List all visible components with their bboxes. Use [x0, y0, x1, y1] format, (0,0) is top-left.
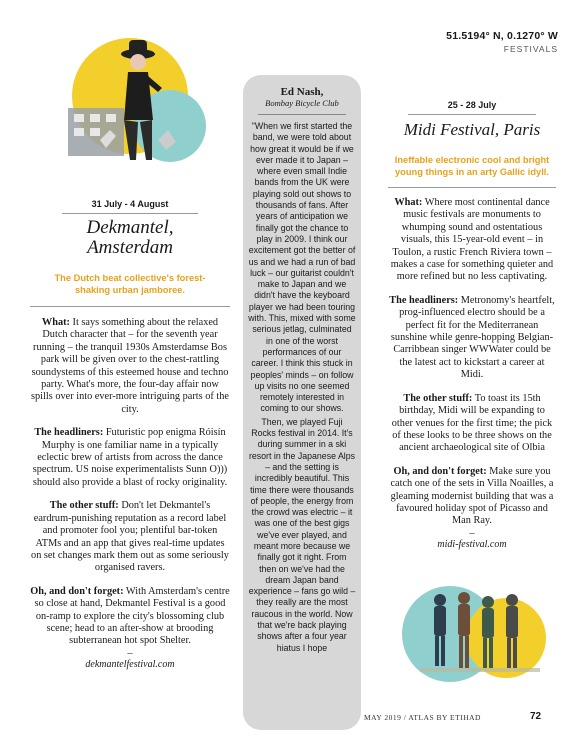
- left-headliners-label: The headliners:: [34, 427, 104, 439]
- right-dont-forget-paragraph: [388, 466, 556, 528]
- left-festival-body: [30, 317, 230, 659]
- left-dont-forget-text: With Amsterdam's centre so close at hand, Dekmantel Festival is a good on-ramp to explore the city's blossoming club scene; head to an after-show at brooding subterranean hot spot Shelter.: [34, 585, 230, 647]
- left-dash: –: [127, 647, 133, 659]
- right-dash: –: [469, 527, 475, 539]
- right-dont-forget-text: Make sure you catch one of the sets in Villa Noailles, a gleaming modernist building that was a favoured holiday spot of Picasso and Man Ray.: [390, 465, 554, 527]
- right-dates-divider: [408, 114, 536, 115]
- left-tagline-divider: [30, 306, 230, 307]
- left-festival-dates: 31 July - 4 August: [91, 199, 169, 209]
- right-tagline-divider: [388, 187, 556, 188]
- left-festival-title-line1: Dekmantel,: [86, 217, 174, 238]
- right-festival-dates: 25 - 28 July: [447, 100, 497, 110]
- performer-photo: [58, 30, 218, 170]
- sidebar-quote: [248, 121, 356, 654]
- left-other-text: Don't let Dekmantel's eardrum-punishing reputation as a record label and promoter fool you; plentiful bar-token ATMs and an app that gives real-time updates on set changes mark them out as some seriously organised ravers.: [31, 500, 229, 574]
- right-other-text: To toast its 15th birthday, Midi will be expanding to other venues for the first time; the pick of these looks to be three shows on the ancient archaeological site of Olbia: [391, 392, 553, 454]
- sidebar-divider: [258, 114, 346, 115]
- right-other-paragraph: [388, 393, 556, 455]
- left-festival-link[interactable]: dekmantelfestival.com: [85, 658, 175, 670]
- left-festival-title-line2: Amsterdam: [87, 237, 173, 258]
- right-what-label: What:: [394, 197, 423, 208]
- left-festival-tagline: The Dutch beat collective's forest-shaking urban jamboree.: [54, 273, 206, 295]
- sidebar-quote-para2: Then, we played Fuji Rocks festival in 2014. It's during summer in a ski resort in the Japanese Alps – and the setting is incredibly beautiful. This time there were thousands of people, the energy from the crowd was electric – it was one of the best gigs we've ever played, and meant more because we finally got it right. From then on we've had the dream Japan band experience – fans go wild – they really are the most raucous in the world. Now that we're back playing shows after a four year hiatus I hope: [248, 416, 356, 653]
- page-number: 72: [530, 711, 542, 722]
- right-festival-body: [388, 197, 556, 539]
- left-headliners-text: Futuristic pop enigma Róisín Murphy is one familiar name in a typically eclectic brew of artists from across the dance spectrum. US noise experimentalists Sunn O))) should also provide a blast of rocky originality.: [32, 427, 228, 488]
- left-what-paragraph: [30, 317, 230, 416]
- right-festival-link[interactable]: midi-festival.com: [437, 538, 507, 550]
- festival-goers-photo: [400, 576, 550, 688]
- left-dates-divider: [62, 213, 198, 214]
- right-festival-tagline: Ineffable electronic cool and bright young things in an arty Gallic idyll.: [394, 155, 550, 177]
- right-other-label: The other stuff:: [403, 392, 473, 404]
- left-dont-forget-paragraph: [30, 586, 230, 648]
- left-other-label: The other stuff:: [49, 500, 119, 512]
- right-what-paragraph: [388, 197, 556, 284]
- left-headliners-paragraph: [30, 427, 230, 489]
- footer-credit: MAY 2019 / ATLAS BY ETIHAD: [364, 713, 481, 722]
- right-headliners-label: The headliners:: [389, 294, 459, 306]
- right-dont-forget-label: Oh, and don't forget:: [393, 465, 487, 477]
- sidebar-quote-para1: "When we first started the band, we were told about how great it would be if we ever made it to Japan – where even small Indie bands from the UK were playing sold out shows to thousands of fans. After years of anticipation we finally got the chance to play in 2009. I think our excitement got the better of us and we had a run of bad luck – our guitarist couldn't make to Japan and we didn't have the keyboard player we had been touring with. This, mixed with some serious jetlag, culminated in one of the worst performances of our career. I think this stuck in peoples' minds – on follow up visits no one seemed remotely interested in coming to our shows.: [248, 121, 356, 414]
- coordinates: 51.5194° N, 0.1270° W: [446, 30, 558, 42]
- left-other-paragraph: [30, 500, 230, 574]
- right-festival-title: Midi Festival, Paris: [403, 120, 541, 139]
- section-label: FESTIVALS: [503, 44, 558, 54]
- left-dont-forget-label: Oh, and don't forget:: [30, 585, 124, 597]
- left-what-label: What:: [41, 317, 70, 328]
- left-what-text: It says something about the relaxed Dutch character that – for the seventh year running – the tranquil 1930s Amsterdamse Bos park will be given over to the chest-rattling soundystems of this esteemed house and techno party. What's more, the four-day affair now spills over into ever-more intriguing parts of the city.: [31, 317, 229, 415]
- right-headliners-text: Metronomy's heartfelt, prog-influenced electro should be a perfect fit for the Mediterranean sunshine while genre-hopping Belgian-Carribbean singer WWWater could be the latest act to kickstart a career at Midi.: [390, 294, 555, 381]
- right-what-text: Where most continental dance music festivals are monuments to whumping sound and ostentatious visuals, this 15-year-old event – in Toulon, a rustic French Riviera town – makes a case for something quieter and more refined but no less captivating.: [390, 197, 554, 283]
- sidebar-name: Ed Nash,: [280, 86, 324, 98]
- right-headliners-paragraph: [388, 295, 556, 382]
- sidebar-band: Bombay Bicycle Club: [265, 98, 339, 108]
